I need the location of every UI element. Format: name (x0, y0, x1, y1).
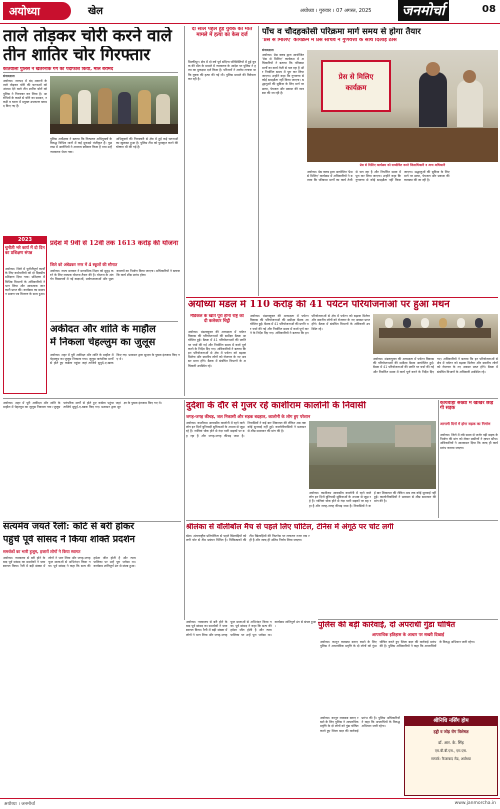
main-body-col1: अयोध्या। जनपद में बंद मकानों के ताले तोड़कर चोरी की घटनाओं को अंजाम देने वाले तीन शातिर चोरों को पुलिस ने गिरफ्तार कर लिया है। आरोपियों के कब्जे से चोरी का सामान, नकदी व घटना में प्रयुक्त उपकरण बरामद किए गए हैं। (3, 79, 47, 109)
colony-subhead: जगह-जगह कीचड़, जल निकासी और सड़क बदहाल, कालोनी के लोग हुए परेशान (186, 414, 311, 419)
mandal-side-body: अयोध्या। मंडलायुक्त की अध्यक्षता में पर्यटन विकास की परियोजनाओं की समीक्षा बैठक आयोजित हुई। बैठक में 41 परियोजनाओं की प्रगति पर चर्चा की गई और निर्धारित समय में कार्य पूर्ण करने के निर्देश दिए गए। अधिकारियों ने बताया कि इन परियोजनाओं से क्षेत्र में पर्यटन को बढ़ावा मिलेगा और स्थानीय लोगों को रोजगार के नए अवसर प्राप्त होंगे। बैठक में संबंधित विभागों के अधिकारी उपस्थित रहे। (188, 330, 246, 368)
box-2023 (3, 236, 47, 394)
procession-headline-2: में निकला चेहल्लुम का जुलूस (50, 337, 156, 348)
mandal-body: अयोध्या। मंडलायुक्त की अध्यक्षता में पर्यटन विकास की परियोजनाओं की समीक्षा बैठक आयोजित हुई। बैठक में 41 परियोजनाओं की प्रगति पर चर्चा की गई और निर्धारित समय में कार्य पूर्ण करने के निर्देश दिए गए। अधिकारियों ने बताया कि इन परियोजनाओं से क्षेत्र में पर्यटन को बढ़ावा मिलेगा और स्थानीय लोगों को रोजगार के नए अवसर प्राप्त होंगे। बैठक में संबंधित विभागों के अधिकारी उपस्थित रहे। (250, 314, 370, 335)
police-body-2: अयोध्या। कानून व्यवस्था बनाए रखने के लिए पुलिस ने आपराधिक प्रवृत्ति के दो लोगों को गुंडा घोषित करते हुए जिला बदर की कार्रवाई प्रारंभ की है। पुलिस अधिकारियों ने कहा कि अपराधियों के विरुद्ध अभियान जारी रहेगा। (320, 716, 400, 733)
procession-body: अयोध्या। शहर में पूरी अकीदत और शांति के माहौल में चेहल्लुम का जुलूस निकाला गया। जुलूस पारंपरिक मार्गों से होते हुए कर्बला पहुंचा जहां ताजिये सुपुर्द-ए-खाक किए गए। प्रशासन द्वारा सुरक्षा के पुख्ता इंतजाम किए गए थे। (50, 353, 180, 366)
footer (0, 798, 500, 809)
ad-subtitle: हड्डी व जोड़ रोग विशेषज्ञ (433, 729, 469, 734)
section-tag: खेल (88, 6, 103, 17)
ad-title: श्रीनिधि नर्सिंग होम (405, 717, 497, 726)
colony-headline: दुर्दशा के दौर से गुजर रहे काशीराम कालोनी के निवासी (186, 401, 366, 411)
mandal-photo (373, 314, 498, 354)
rivalry-headline: दो साल पहले हुई युवक की मौत मामले में हत्या का केस दर्ज (191, 27, 253, 38)
footer-right: www.janmorcha.in (454, 801, 496, 806)
parikrama-body-col: अयोध्या। प्रेस क्लब द्वारा आयोजित 'प्रेस से मिलिए' कार्यक्रम में अधिकारियों ने बताया कि परिक्रमा मार्गों का कार्य तेजी से चल रहा है और निर्धारित समय में पूरा कर लिया जाएगा। उन्होंने कहा कि गुणवत्ता से कोई समझौता नहीं किया जाएगा। श्रद्धालुओं की सुविधा के लिए मार्ग पर छाया, पेयजल और प्रकाश की व्यवस्था की जा रही है। (262, 53, 304, 95)
left-mid-body: अयोध्या। शहर में पूरी अकीदत और शांति के माहौल में चेहल्लुम का जुलूस निकाला गया। जुलूस पारंपरिक मार्गों से होते हुए कर्बला पहुंचा जहां ताजिये सुपुर्द-ए-खाक किए गए। प्रशासन द्वारा सुरक्षा के पुख्ता इंतजाम किए गए थे। (3, 401, 162, 410)
press-banner (321, 60, 391, 112)
parikrama-photo (307, 50, 498, 162)
rally-headline: प्रदेश में 9वीं से 12वीं तक 1613 करोड़ की योजना (50, 240, 179, 247)
section-name: अयोध्या (9, 5, 40, 18)
srilanka-headline: श्रीलंका से वॉलीबॉल मैच से पहले लिए घोटिल, टेनिस में अंगूठे पर चोट लगी (186, 523, 394, 531)
road-title: कार्यवाही संख्या में खोखर छोड़ गी सड़क (440, 401, 494, 412)
truth-subhead: समर्थकों का भारी हुजूम, हजारों लोगों ने किया स्वागत (3, 549, 81, 554)
rally-body: अयोध्या। राज्य सरकार ने माध्यमिक शिक्षा को सुदृढ़ करने के लिए व्यापक योजना तैयार की है। योजना के अंतर्गत विद्यालयों में नई कक्षाओं, प्रयोगशालाओं और पुस्तकालयों का निर्माण किया जाएगा। अधिकारियों ने बताया कि कार्य शीघ्र प्रारंभ होगा। (50, 269, 180, 282)
police-subhead: आपराधिक इतिहास के आधार पर सख्ती दिखाई (371, 632, 445, 637)
main-body-col2: पुलिस अधीक्षक ने बताया कि गिरफ्तार अभियुक्तों के विरुद्ध विभिन्न थानों में कई मुकदमे पंजीकृत हैं। पूछताछ में आरोपियों ने अपराध स्वीकार किया है तथा उन्हें न्यायालय भेजा गया। (50, 137, 112, 154)
page-number: 08 (482, 4, 496, 15)
box-2023-body: अयोध्या। जिले में चुनौतीपूर्ण कार्यों के लिए कर्मचारियों को दो दिवसीय प्रशिक्षण दिया गया। प्रशिक्षण में विभिन्न विभागों के अधिकारियों ने भाग लिया और आवश्यक जानकारी प्राप्त की। कार्यक्रम का समापन प्रमाण पत्र वितरण के साथ हुआ। (5, 267, 45, 297)
police-body: अयोध्या। कानून व्यवस्था बनाए रखने के लिए पुलिस ने आपराधिक प्रवृत्ति के दो लोगों को गुंडा घोषित करते हुए जिला बदर की कार्रवाई प्रारंभ की है। पुलिस अधिकारियों ने कहा कि अपराधियों के विरुद्ध अभियान जारी रहेगा। (320, 640, 475, 649)
date-line: अयोध्या । गुरुवार । 07 अगस्त, 2025 (300, 8, 372, 14)
footer-left: अयोध्या । जनमोर्चा (4, 802, 35, 807)
rally-subhead: जिले को अंबेडकर नगर में 4 स्कूलों की सौगात (50, 262, 118, 267)
ad-line-2: एम.बी.बी.एस., एम.एस. (434, 749, 468, 753)
box-2023-label: 2023 (4, 237, 46, 244)
mandal-headline: अयोध्या मंडल में 110 करोड़ की 41 पर्यटन परियोजनाओं पर हुआ मंथन (188, 300, 450, 310)
road-body: अयोध्या। जिले में लंबे समय से जर्जर पड़ी सड़क के निर्माण की मांग को लेकर ग्रामीणों ने ज्ञापन सौंपा। अधिकारियों ने आश्वासन दिया कि जल्द ही कार्य प्रारंभ कराया जाएगा। (440, 433, 498, 450)
ad-line-1: डॉ. आर. के. सिंह (438, 740, 464, 745)
truth-headline-1: सत्यमेव जयते रैली: कोर्ट से बरी होकर (3, 522, 135, 532)
box-2023-title: चुनौती भरे कार्य में दो दिन का प्रशिक्षण संपन्न (5, 245, 45, 255)
parikrama-body-more: अयोध्या। प्रेस क्लब द्वारा आयोजित 'प्रेस से मिलिए' कार्यक्रम में अधिकारियों ने बताया कि परिक्रमा मार्गों का कार्य तेजी से चल रहा है और निर्धारित समय में पूरा कर लिया जाएगा। उन्होंने कहा कि गुणवत्ता से कोई समझौता नहीं किया जाएगा। श्रद्धालुओं की सुविधा के लिए मार्ग पर छाया, पेयजल और प्रकाश की व्यवस्था की जा रही है। (307, 170, 450, 183)
rivalry-body: मिल्कीपुर। क्षेत्र में दो वर्ष पूर्व संदिग्ध परिस्थितियों में हुई युवक की मौत के मामले में न्यायालय के आदेश पर पुलिस ने हत्या का मुकदमा दर्ज किया है। परिजनों ने आरोप लगाया था कि युवक की हत्या की गई थी। पुलिस मामले की विवेचना कर रही है। (188, 60, 256, 81)
procession-headline-1: अकीदत और शांति के माहौल (50, 324, 156, 335)
parikrama-caption: प्रेस से मिलिए कार्यक्रम को सम्बोधित करते जिलाधिकारी व अन्य अधिकारी (359, 163, 446, 167)
parikrama-byline: संवाददाता (262, 48, 274, 52)
mandal-side-title: मेडिकल के खाते पूरा होना राष्ट्र को दी कलेक्टर चिट्ठी (190, 314, 244, 325)
parikrama-headline-1: पाँच व चौदहकोसी परिक्रमा मार्ग समय से होगा तैयार (262, 27, 421, 36)
main-headline-1: ताले तोड़कर चोरी करने वाले (3, 27, 172, 45)
main-headline-2: तीन शातिर चोर गिरफ्तार (3, 46, 151, 65)
police-headline: पुलिस की बड़ी कार्रवाई, दो अपराधी गुंडा घोषित (318, 621, 456, 629)
brand-logo: जनमोर्चा (398, 0, 449, 21)
main-byline: संवाददाता (3, 74, 15, 78)
road-subhead: आगामी दिनों में होगा सड़क का निर्माण (440, 422, 491, 426)
colony-body: अयोध्या। काशीराम आवासीय कालोनी में रहने वाले लोग इन दिनों बुनियादी सुविधाओं के अभाव से जूझ रहे हैं। नालियां चोक होने से गंदा पानी सड़कों पर बह रहा है और जगह-जगह कीचड़ जमा है। निवासियों ने कई बार शिकायत की लेकिन अब तक कोई सुनवाई नहीं हुई। कालोनीवासियों ने प्रशासन से शीघ्र समाधान की मांग की है। (186, 421, 306, 438)
section-badge (3, 2, 71, 20)
main-subhead: कोतवाली पुलिस ने खतरनाक गैंग का पर्दाफाश किया, माल बरामद (3, 67, 114, 73)
truth-body-2: अयोध्या। न्यायालय से बरी होने के बाद पूर्व सांसद का समर्थकों ने भव्य स्वागत किया। रैली में बड़ी संख्या में लोगों ने भाग लिया और जगह-जगह फूल मालाओं से अभिनंदन किया गया। पूर्व सांसद ने कहा कि सत्य की हमेशा जीत होती है और न्यायपालिका पर उन्हें पूरा भरोसा था। कार्यक्रम शांतिपूर्ण ढंग से संपन्न हुआ। (186, 620, 316, 637)
masthead (0, 0, 500, 24)
colony-photo (309, 421, 436, 489)
press-banner-text: प्रेस से मिलिए कार्यक्रम (338, 72, 374, 92)
ad-line-3: सम्पर्क: फैजाबाद रोड, अयोध्या (431, 757, 471, 761)
main-body-col3: अभियुक्तों की गिरफ्तारी से क्षेत्र में हुई कई घटनाओं का खुलासा हुआ है। पुलिस टीम को पुरस्कृत करने की घोषणा भी की गई है। (116, 137, 178, 150)
truth-headline-2: पहुंचे पूर्व सांसद ने किया शक्ति प्रदर्शन (3, 535, 135, 545)
parikrama-headline-2: 'प्रेस से मिलिए' कार्यक्रम में प्रेस सचिव ने गुणवत्ता के साथ दिलाई ठोस (262, 38, 397, 43)
mandal-body-right: अयोध्या। मंडलायुक्त की अध्यक्षता में पर्यटन विकास की परियोजनाओं की समीक्षा बैठक आयोजित हुई। बैठक में 41 परियोजनाओं की प्रगति पर चर्चा की गई और निर्धारित समय में कार्य पूर्ण करने के निर्देश दिए गए। अधिकारियों ने बताया कि इन परियोजनाओं से क्षेत्र में पर्यटन को बढ़ावा मिलेगा और स्थानीय लोगों को रोजगार के नए अवसर प्राप्त होंगे। बैठक में संबंधित विभागों के अधिकारी उपस्थित रहे। (373, 357, 498, 374)
srilanka-body: खेल। अंतरराष्ट्रीय प्रतियोगिता से पहले खिलाड़ियों को लगी चोट से टीम प्रबंधन चिंतित है। चिकित्सकों की टीम खिलाड़ियों की फिटनेस पर लगातार नजर रख रही है और जल्द ही अंतिम निर्णय लिया जाएगा। (186, 534, 310, 543)
mandal-side-box (188, 314, 246, 396)
colony-body-right: अयोध्या। काशीराम आवासीय कालोनी में रहने वाले लोग इन दिनों बुनियादी सुविधाओं के अभाव से जूझ रहे हैं। नालियां चोक होने से गंदा पानी सड़कों पर बह रहा है और जगह-जगह कीचड़ जमा है। निवासियों ने कई बार शिकायत की लेकिन अब तक कोई सुनवाई नहीं हुई। कालोनीवासियों ने प्रशासन से शीघ्र समाधान की मांग की है। (309, 491, 436, 508)
truth-body: अयोध्या। न्यायालय से बरी होने के बाद पूर्व सांसद का समर्थकों ने भव्य स्वागत किया। रैली में बड़ी संख्या में लोगों ने भाग लिया और जगह-जगह फूल मालाओं से अभिनंदन किया गया। पूर्व सांसद ने कहा कि सत्य की हमेशा जीत होती है और न्यायपालिका पर उन्हें पूरा भरोसा था। कार्यक्रम शांतिपूर्ण ढंग से संपन्न हुआ। (3, 556, 136, 569)
arrest-photo (50, 76, 178, 134)
ad-box (404, 716, 498, 796)
